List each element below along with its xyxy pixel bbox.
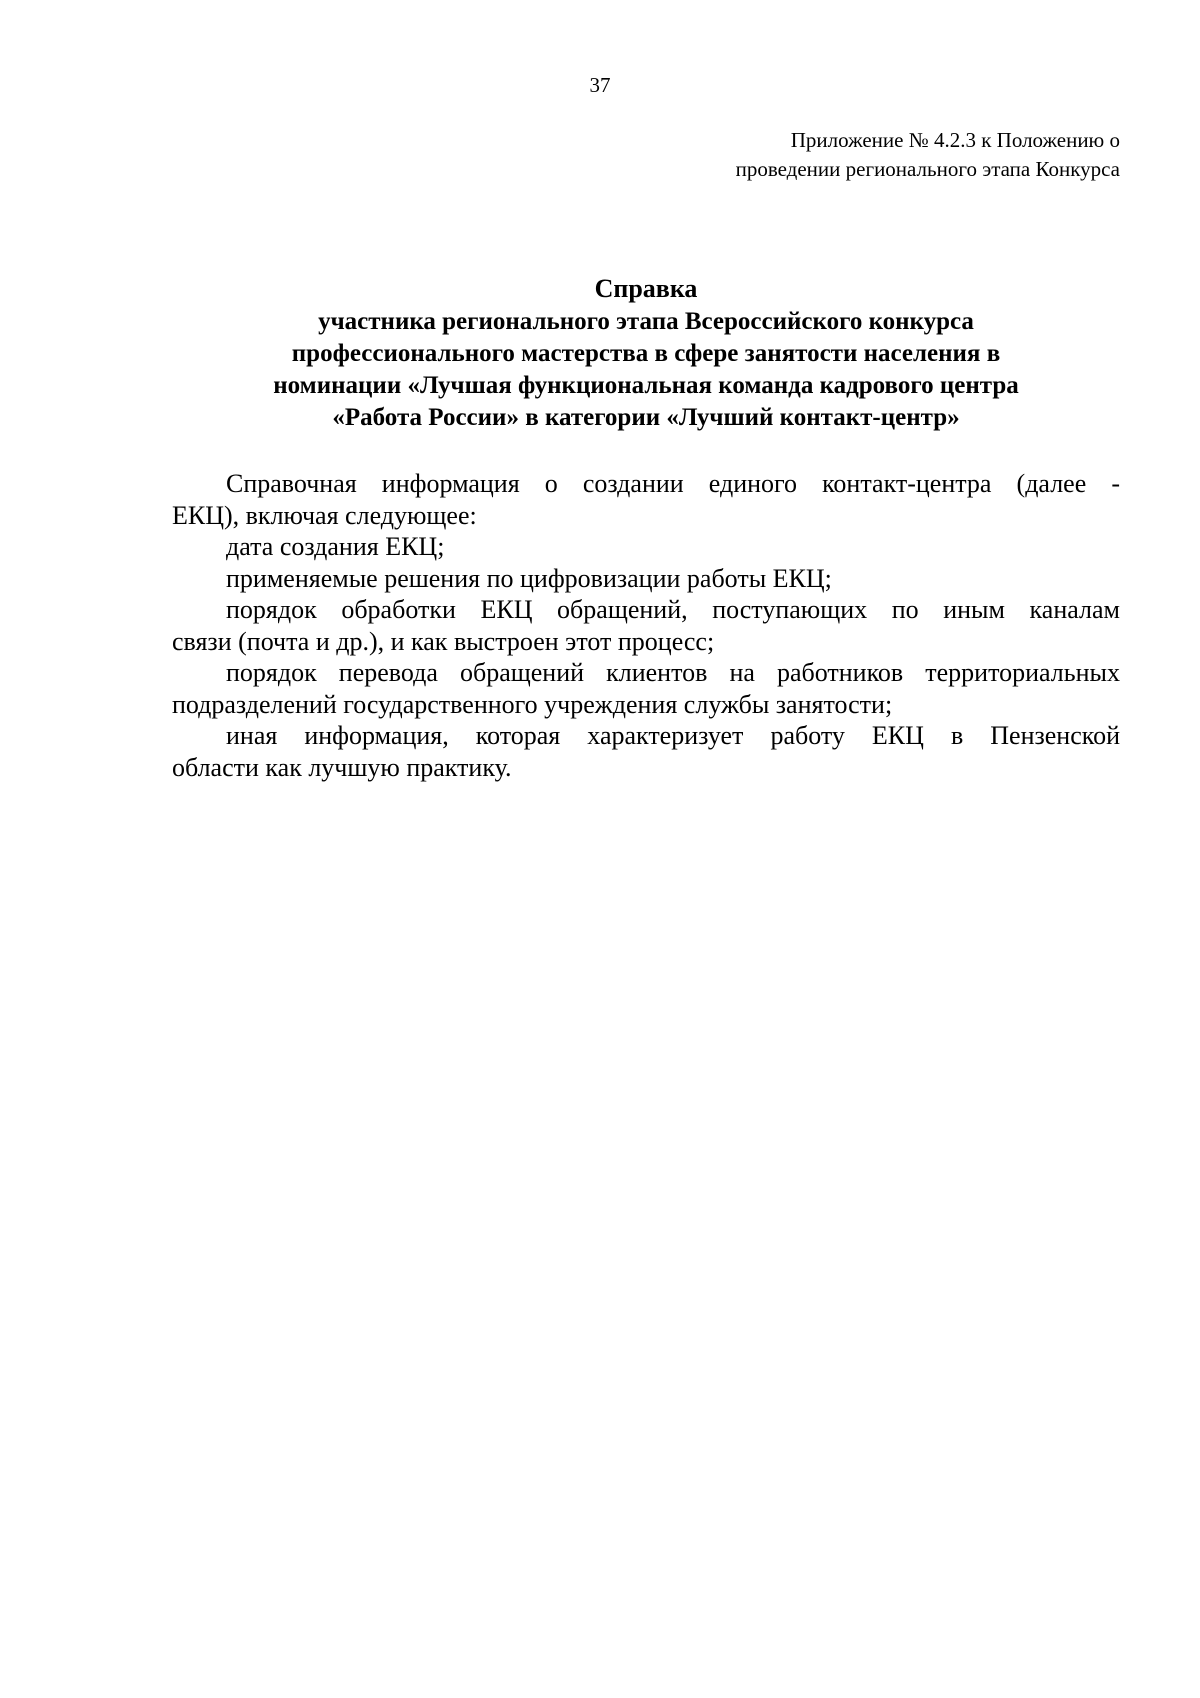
paragraph-4-line-2: связи (почта и др.), и как выстроен этот процесс; (172, 626, 715, 656)
paragraph-6-line-1: иная информация, которая характеризует работу ЕКЦ в Пензенской (226, 721, 1120, 750)
title-line-3: номинации «Лучшая функциональная команда кадрового центра (273, 372, 1019, 399)
paragraph-4-line-1: порядок обработки ЕКЦ обращений, поступающих по иным каналам (226, 595, 1120, 624)
title-heading: Справка (594, 274, 698, 303)
document-body (172, 468, 1120, 783)
paragraph-2: дата создания ЕКЦ; (226, 532, 445, 561)
paragraph-5-line-1: порядок перевода обращений клиентов на работников территориальных (226, 658, 1120, 687)
appendix-line-1: Приложение № 4.2.3 к Положению о (790, 128, 1120, 152)
appendix-line-2: проведении регионального этапа Конкурса (735, 157, 1120, 181)
title-line-1: участника регионального этапа Всероссийского конкурса (318, 308, 974, 335)
title-line-4: «Работа России» в категории «Лучший контакт-центр» (332, 404, 960, 431)
document-title (172, 272, 1120, 434)
paragraph-1-line-1: Справочная информация о создании единого контакт-центра (далее - (226, 469, 1120, 498)
paragraph-6-line-2: области как лучшую практику. (172, 752, 512, 782)
appendix-reference (600, 126, 1120, 184)
paragraph-1-line-2: ЕКЦ), включая следующее: (172, 500, 477, 530)
page-number: 37 (589, 73, 611, 97)
title-line-2: профессионального мастерства в сфере занятости населения в (291, 340, 1001, 367)
paragraph-5-line-2: подразделений государственного учреждения службы занятости; (172, 689, 893, 719)
paragraph-3: применяемые решения по цифровизации работы ЕКЦ; (226, 563, 832, 593)
